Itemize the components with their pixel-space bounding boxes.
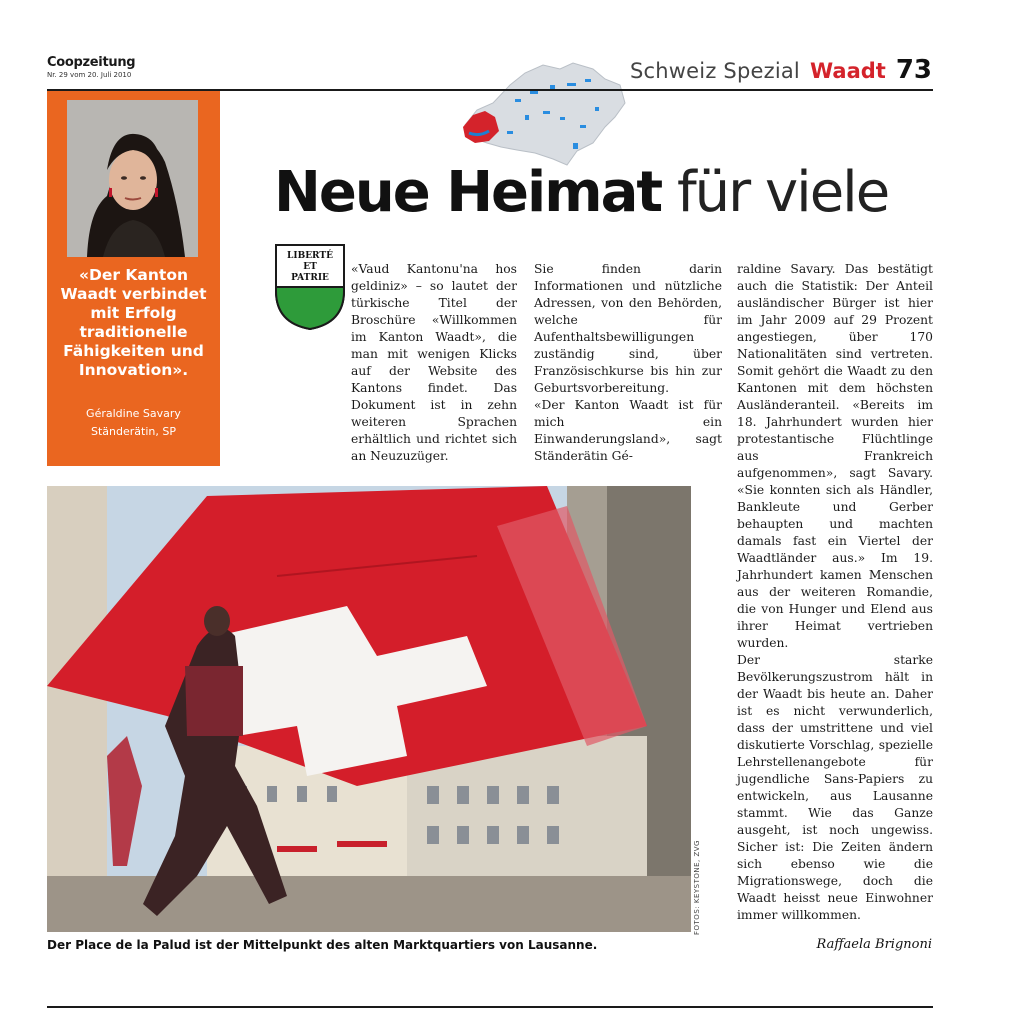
crest-line3: PATRIE bbox=[291, 273, 329, 283]
article-paragraph: Der starke Bevölkerungszustrom hält in der Waadt bis heute an. Daher ist es nicht verwunderlich, dass der umstrittene und viel diskutierte Vorschlag, spezielle Lehrstellenangebote für jugendliche Sans-Papiers zu entwickeln, aus Lausanne stammt. Wie das Ganze ausgeht, ist noch ungewiss. Sicher ist: Die Zeiten ändern sich ebenso wie die Migrationswege, doch die Waadt heisst neue Einwohner immer willkommen. bbox=[737, 653, 933, 922]
bottom-rule bbox=[47, 1006, 933, 1008]
photo-caption: Der Place de la Palud ist der Mittelpunkt des alten Marktquartiers von Lausanne. bbox=[47, 938, 598, 952]
headline-bold: Neue Heimat bbox=[274, 160, 662, 225]
article-paragraph: «Vaud Kantonu'na hos geldiniz» – so lautet der türkische Titel der Broschüre «Willkommen im Kanton Waadt», die man mit wenigen Klicks auf der Website des Kantons findet. Das Dokument ist in zehn weiteren Sprachen erhältlich und richtet sich an Neuzuzüger. bbox=[351, 262, 517, 463]
page-number: 73 bbox=[895, 55, 932, 85]
author-byline: Raffaela Brignoni bbox=[816, 937, 932, 952]
article-paragraph: raldine Savary. Das bestätigt auch die Statistik: Der Anteil ausländischer Bürger ist hier im Jahr 2009 auf 29 Prozent angestiegen, über 170 Nationalitäten sind vertreten. Somit gehört die Waadt zu den Kantonen mit dem höchsten Ausländeranteil. «Bereits im 18. Jahrhundert wurden hier protestantische Flüchtlinge aus Frankreich aufgenommen», sagt Savary. «Sie konnten sich als Händler, Bankleute und Gerber behaupten und machten damals fast ein Viertel der Waadtländer aus.» Im 19. Jahrhundert kamen Menschen aus der weiteren Romandie, die von Hunger und Elend aus ihrer Heimat vertrieben wurden. bbox=[737, 262, 933, 650]
article-column-1 bbox=[351, 261, 517, 465]
masthead bbox=[47, 55, 135, 79]
crest-line2: ET bbox=[303, 262, 317, 272]
headline bbox=[274, 160, 888, 225]
crest-line1: LIBERTÉ bbox=[287, 251, 333, 261]
portrait-photo bbox=[67, 100, 198, 257]
section-region: Waadt bbox=[809, 59, 886, 83]
photo-credit: FOTOS: KEYSTONE, ZVG bbox=[693, 840, 701, 935]
vaud-crest-icon bbox=[274, 243, 346, 331]
article-column-3 bbox=[737, 261, 933, 924]
article-paragraph: Sie finden darin Informationen und nützliche Adressen, von den Behörden, welche für Aufenthaltsbewilligungen zuständig sind, über Französischkurse bis hin zur Geburtsvorbereitung. bbox=[534, 262, 722, 395]
pull-quote: «Der Kanton Waadt verbindet mit Erfolg traditionelle Fähigkeiten und Innovation». bbox=[60, 266, 207, 379]
portrait-image bbox=[67, 100, 198, 257]
headline-light: für viele bbox=[676, 160, 889, 225]
quote-attribution bbox=[55, 405, 212, 441]
section-header bbox=[630, 55, 932, 85]
article-paragraph: «Der Kanton Waadt ist für mich ein Einwanderungsland», sagt Ständerätin Gé- bbox=[534, 398, 722, 463]
article-column-2 bbox=[534, 261, 722, 465]
main-photo bbox=[47, 486, 691, 932]
issue-date: Nr. 29 vom 20. Juli 2010 bbox=[47, 71, 132, 79]
flag-square-image bbox=[47, 486, 691, 932]
paper-name: Coopzeitung bbox=[47, 55, 136, 70]
quote-role: Ständerätin, SP bbox=[91, 425, 176, 438]
quote-box bbox=[47, 91, 220, 466]
quote-name: Géraldine Savary bbox=[86, 407, 181, 420]
switzerland-map-icon bbox=[455, 55, 630, 175]
section-label: Schweiz Spezial bbox=[630, 59, 800, 83]
